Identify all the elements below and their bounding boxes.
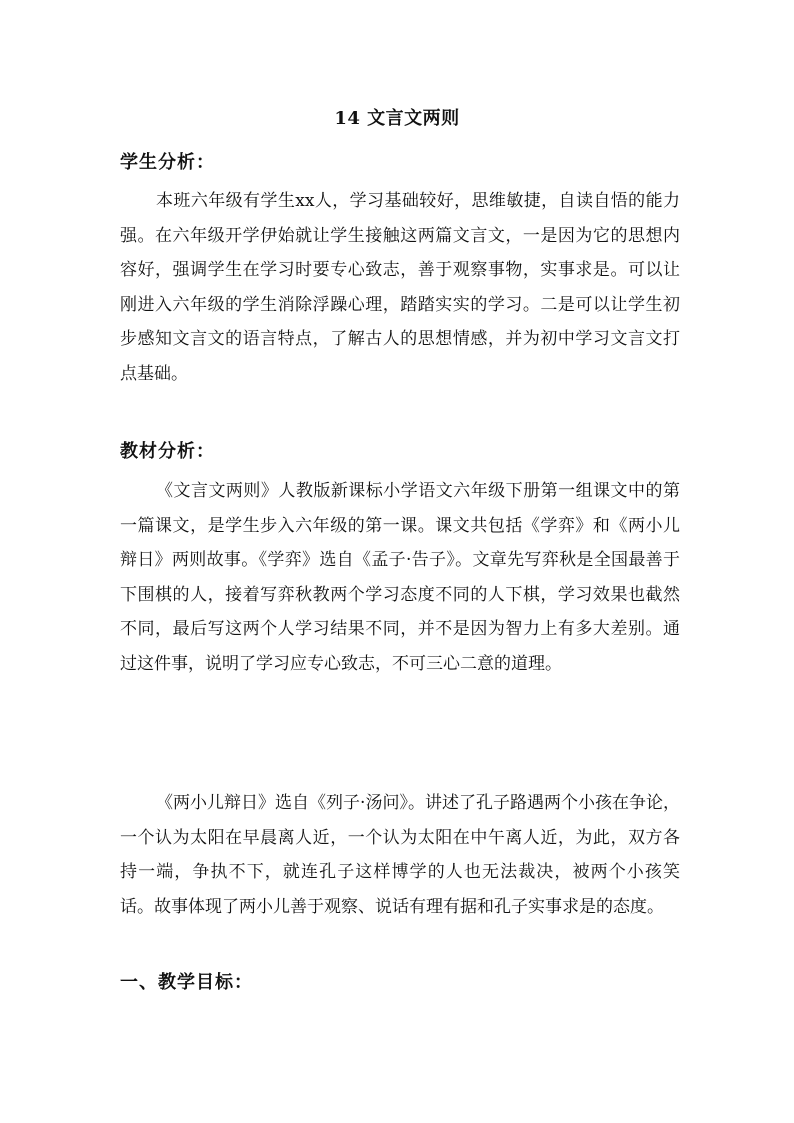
- section-heading-teaching-goals: 一、教学目标：: [120, 972, 253, 993]
- document-title: 14 文言文两则: [334, 108, 460, 129]
- paragraph-student-analysis: 本班六年级有学生xx人，学习基础较好，思维敏捷，自读自悟的能力强。在六年级开学伊始就让学生接触这两篇文言文，一是因为它的思想内容好，强调学生在学习时要专心致志，善于观察事物，实事求是。可以让刚进入六年级的学生消除浮躁心理，踏踏实实的学习。二是可以让学生初步感知文言文的语言特点，了解古人的思想情感，并为初中学习文言文打点基础。: [120, 191, 680, 384]
- section-heading-student-analysis: 学生分析：: [120, 152, 215, 173]
- section-heading-textbook-analysis: 教材分析：: [120, 441, 215, 462]
- paragraph-textbook-analysis-2: 《两小儿辩日》选自《列子·汤问》。讲述了孔子路遇两个小孩在争论，一个认为太阳在早晨离人近，一个认为太阳在中午离人近，为此，双方各持一端，争执不下，就连孔子这样博学的人也无法裁决，被两个小孩笑话。故事体现了两小儿善于观察、说话有理有据和孔子实事求是的态度。: [120, 793, 680, 917]
- paragraph-textbook-analysis-1: 《文言文两则》人教版新课标小学语文六年级下册第一组课文中的第一篇课文，是学生步入六年级的第一课。课文共包括《学弈》和《两小儿辩日》两则故事。《学弈》选自《孟子·告子》。文章先写弈秋是全国最善于下围棋的人，接着写弈秋教两个学习态度不同的人下棋，学习效果也截然不同，最后写这两个人学习结果不同，并不是因为智力上有多大差别。通过这件事，说明了学习应专心致志，不可三心二意的道理。: [120, 481, 680, 674]
